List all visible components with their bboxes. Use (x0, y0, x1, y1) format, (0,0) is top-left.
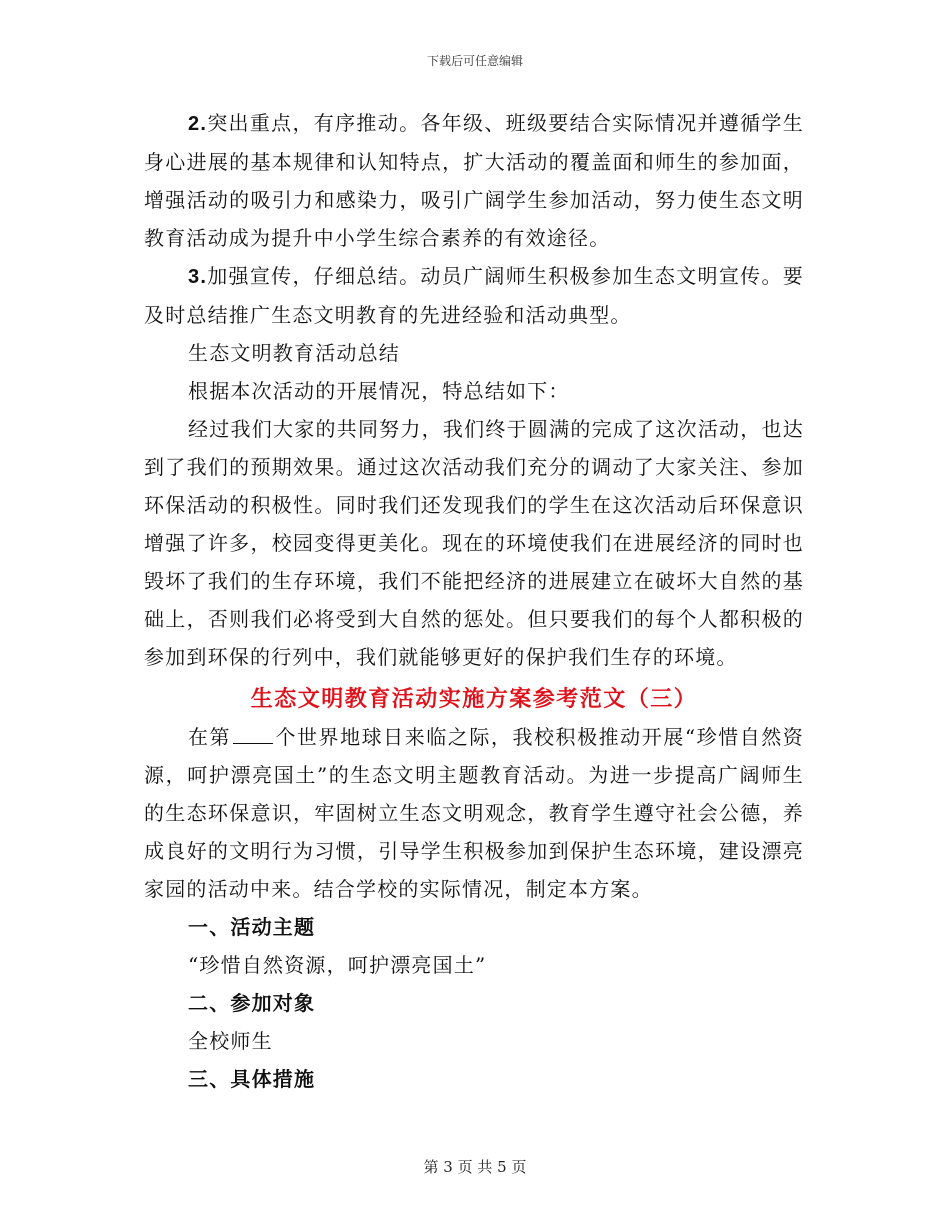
item-3-paragraph (144, 257, 804, 334)
page-header: 下载后可任意编辑 (426, 54, 523, 68)
item-3-number: 3. (188, 266, 208, 288)
section-three-title: 生态文明教育活动实施方案参考范文（三） (250, 686, 698, 712)
item-3-text: 加强宣传，仔细总结。动员广阔师生积极参加生态文明宣传。要及时总结推广生态文明教育的先进经验和活动典型。 (144, 264, 804, 327)
summary-body: 经过我们大家的共同努力，我们终于圆满的完成了这次活动，也达到了我们的预期效果。通过这次活动我们充分的调动了大家关注、参加环保活动的积极性。同时我们还发现我们的学生在这次活动后环保意识增强了许多，校园变得更美化。现在的环境使我们在进展经济的同时也毁坏了我们的生存环境，我们不能把经济的进展建立在破坏大自然的基础上，否则我们必将受到大自然的惩处。但只要我们的每个人都积极的参加到环保的行列中，我们就能够更好的保护我们生存的环境。 (144, 417, 804, 669)
fill-in-blank (233, 723, 273, 744)
item-2-paragraph (144, 104, 804, 257)
heading-participants: 二、参加对象 (188, 991, 316, 1015)
intro-after-blank: 个世界地球日来临之际，我校积极推动开展“珍惜自然资源，呵护漂亮国土”的生态文明主题教育活动。为进一步提高广阔师生的生态环保意识，牢固树立生态文明观念，教育学生遵守社会公德，养成良好的文明行为习惯，引导学生积极参加到保护生态环境，建设漂亮家园的活动中来。结合学校的实际情况，制定本方案。 (144, 725, 804, 901)
participants-text: 全校师生 (188, 1029, 273, 1053)
document-body (144, 104, 804, 1098)
item-2-number: 2. (188, 113, 208, 135)
activity-theme-text: “珍惜自然资源，呵护漂亮国土” (188, 953, 487, 977)
intro-before-blank: 在第 (188, 725, 232, 749)
section-three-intro (144, 718, 804, 908)
heading-activity-theme: 一、活动主题 (188, 915, 316, 939)
heading-measures: 三、具体措施 (188, 1067, 316, 1091)
item-2-text: 突出重点，有序推动。各年级、班级要结合实际情况并遵循学生身心进展的基本规律和认知特点，扩大活动的覆盖面和师生的参加面，增强活动的吸引力和感染力，吸引广阔学生参加活动，努力使生态文明教育活动成为提升中小学生综合素养的有效途径。 (144, 111, 804, 250)
summary-intro: 根据本次活动的开展情况，特总结如下： (188, 379, 570, 403)
summary-title: 生态文明教育活动总结 (188, 341, 400, 365)
page-footer: 第 3 页 共 5 页 (423, 1158, 527, 1176)
